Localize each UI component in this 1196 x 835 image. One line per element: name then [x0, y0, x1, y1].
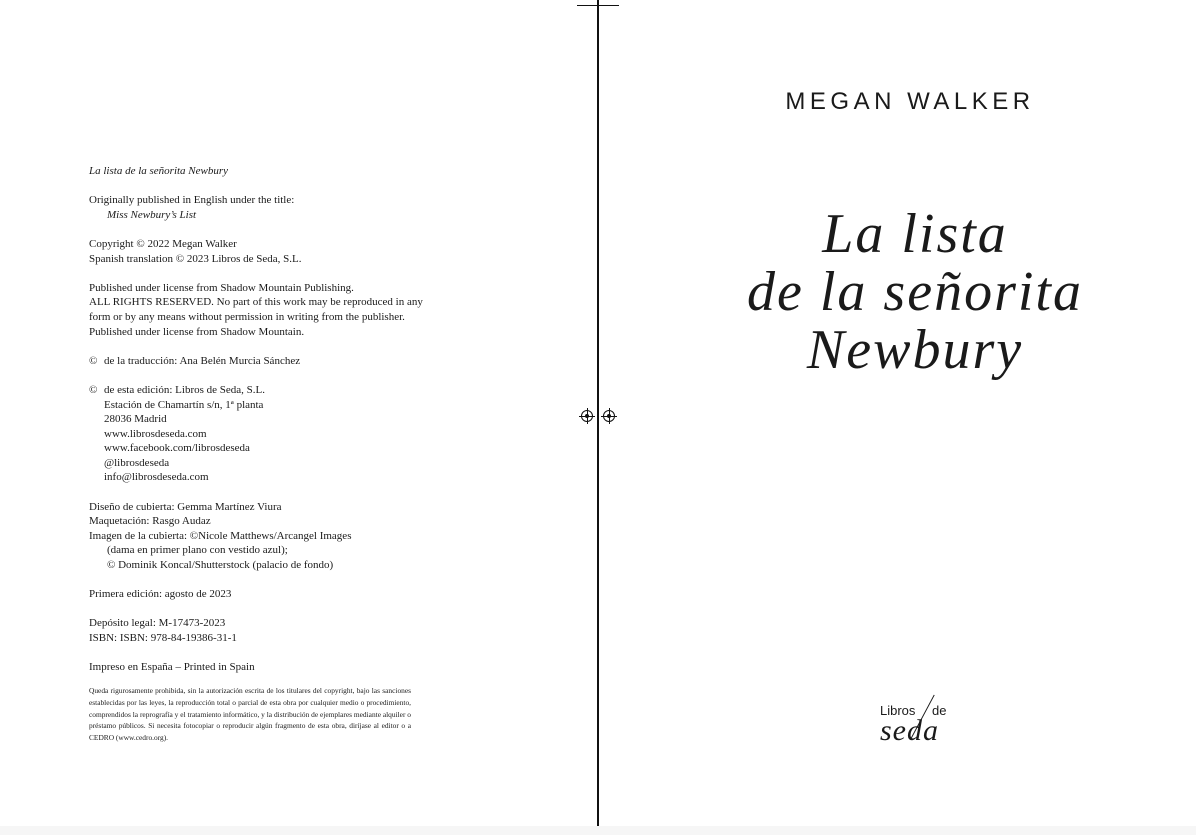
book-title-line-2: de la señorita: [747, 261, 1083, 323]
cover-image-note: (dama en primer plano con vestido azul);: [107, 544, 288, 557]
colophon-title-block: [89, 164, 439, 179]
edition-email[interactable]: info@librosdeseda.com: [104, 471, 209, 484]
edition-facebook[interactable]: www.facebook.com/librosdeseda: [104, 442, 250, 455]
original-title-block: [89, 193, 439, 222]
publisher-logo: [878, 690, 958, 750]
translation-credit-text: de la traducción: Ana Belén Murcia Sánchez: [104, 354, 301, 367]
isbn: ISBN: ISBN: 978-84-19386-31-1: [89, 632, 237, 644]
legal-notice: Queda rigurosamente prohibida, sin la autorización escrita de los titulares del copyright, bajo las sanciones establecidas por las leyes, la reproducción total o parcial de esta obra por cualquier medio o procedimiento, comprendidos la reprografía y el tratamiento informático, y la distribución de ejemplares mediante alquiler o préstamo públicos. Si necesita fotocopiar o reproducir algún fragmento de esta obra, diríjase al editor o a CEDRO (www.cedro.org).: [89, 686, 411, 743]
legal-deposit: Depósito legal: M-17473-2023: [89, 617, 226, 630]
printed-in: Impreso en España – Printed in Spain: [89, 661, 255, 674]
cover-image-credit: Imagen de la cubierta: ©Nicole Matthews/Arcangel Images: [89, 529, 352, 542]
layout-credit: Maquetación: Rasgo Audaz: [89, 515, 211, 528]
publisher-logo-bottom: seda: [880, 714, 939, 747]
edition-city: 28036 Madrid: [104, 413, 167, 426]
background-image-credit: © Dominik Koncal/Shutterstock (palacio de fondo): [107, 559, 334, 572]
publisher-logo-de: de: [932, 703, 947, 718]
edition-line-1: [89, 383, 439, 398]
edition-address: Estación de Chamartín s/n, 1ª planta: [104, 398, 264, 411]
cover-design-credit: Diseño de cubierta: Gemma Martínez Viura: [89, 500, 282, 513]
colophon: [89, 164, 439, 689]
original-title: Miss Newbury’s List: [107, 208, 197, 221]
license-line-2: ALL RIGHTS RESERVED. No part of this work may be reproduced in any: [89, 296, 423, 309]
original-title-intro: Originally published in English under the title:: [89, 194, 295, 207]
page-bottom-edge: [0, 826, 1196, 835]
author-name: MEGAN WALKER: [785, 88, 1035, 115]
copyright-symbol: ©: [89, 383, 98, 396]
gutter-line: [597, 0, 599, 835]
license-line-1: Published under license from Shadow Mountain Publishing.: [89, 281, 354, 294]
legal-ids-block: [89, 616, 439, 645]
book-title: [700, 205, 1130, 379]
registration-mark-icon: [603, 410, 615, 422]
first-edition-block: [89, 587, 439, 602]
credits-block: [89, 500, 439, 573]
translation-credit-block: [89, 354, 439, 369]
edition-handle: @librosdeseda: [104, 456, 170, 469]
license-line-4: Published under license from Shadow Mountain.: [89, 325, 305, 338]
license-line-3: form or by any means without permission in writing from the publisher.: [89, 310, 405, 323]
printed-block: [89, 660, 439, 675]
copyright-block: [89, 237, 439, 266]
first-edition: Primera edición: agosto de 2023: [89, 588, 232, 601]
copyright-line: Copyright © 2022 Megan Walker: [89, 237, 237, 250]
book-title-line-1: La lista: [822, 203, 1008, 265]
crop-mark-top: [577, 5, 619, 6]
edition-block: [89, 383, 439, 485]
copyright-symbol: ©: [89, 354, 98, 367]
edition-publisher: de esta edición: Libros de Seda, S.L.: [104, 383, 265, 396]
translation-copyright-line: Spanish translation © 2023 Libros de Seda, S.L.: [89, 252, 302, 265]
book-title-line-3: Newbury: [806, 319, 1024, 381]
colophon-book-title: La lista de la señorita Newbury: [89, 165, 229, 177]
publisher-logo-top: Libros: [880, 703, 916, 718]
edition-website[interactable]: www.librosdeseda.com: [104, 427, 207, 440]
translation-credit: [89, 354, 439, 369]
registration-mark-icon: [581, 410, 593, 422]
license-block: [89, 281, 439, 339]
